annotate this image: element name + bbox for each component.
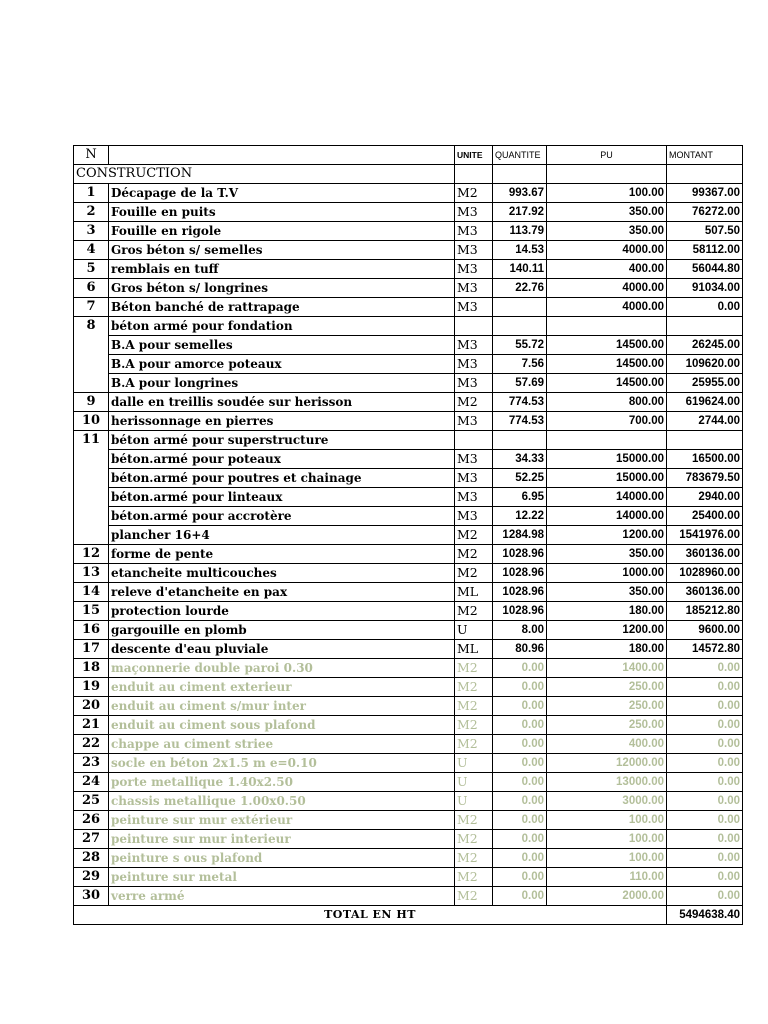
- item-number: 26: [74, 811, 109, 830]
- item-number: 4: [74, 241, 109, 260]
- item-number: 15: [74, 602, 109, 621]
- item-amount: 507.50: [667, 222, 743, 241]
- table-row: [74, 849, 743, 868]
- item-description: peinture sur mur interieur: [109, 830, 455, 849]
- item-description: B.A pour longrines: [109, 374, 455, 393]
- table-row: [74, 279, 743, 298]
- item-unit: ML: [455, 583, 493, 602]
- item-amount: 0.00: [667, 849, 743, 868]
- item-amount: 1541976.00: [667, 526, 743, 545]
- total-row: [74, 906, 743, 925]
- table-row: [74, 868, 743, 887]
- item-quantity: 0.00: [493, 887, 547, 906]
- item-unit: M2: [455, 602, 493, 621]
- table-row: [74, 241, 743, 260]
- item-description: enduit au ciment s/mur inter: [109, 697, 455, 716]
- item-amount: 58112.00: [667, 241, 743, 260]
- item-number: 20: [74, 697, 109, 716]
- table-row: [74, 526, 743, 545]
- table-row: [74, 678, 743, 697]
- item-unit: M3: [455, 298, 493, 317]
- item-description: forme de pente: [109, 545, 455, 564]
- table-row: [74, 621, 743, 640]
- item-number: 2: [74, 203, 109, 222]
- table-row: [74, 393, 743, 412]
- item-amount: 0.00: [667, 659, 743, 678]
- item-unit: M3: [455, 469, 493, 488]
- item-number: 17: [74, 640, 109, 659]
- table-row: [74, 507, 743, 526]
- item-unit: M3: [455, 203, 493, 222]
- item-number: [74, 374, 109, 393]
- item-description: chappe au ciment striee: [109, 735, 455, 754]
- item-description: B.A pour amorce poteaux: [109, 355, 455, 374]
- item-unit: M2: [455, 868, 493, 887]
- item-quantity: 0.00: [493, 659, 547, 678]
- item-number: 19: [74, 678, 109, 697]
- table-row: [74, 735, 743, 754]
- table-row: [74, 583, 743, 602]
- item-unit-price: 4000.00: [547, 298, 667, 317]
- item-amount: 360136.00: [667, 583, 743, 602]
- table-row: [74, 203, 743, 222]
- item-quantity: 1284.98: [493, 526, 547, 545]
- item-unit: M3: [455, 374, 493, 393]
- item-quantity: 7.56: [493, 355, 547, 374]
- table-row: [74, 640, 743, 659]
- item-amount: 0.00: [667, 754, 743, 773]
- item-quantity: 0.00: [493, 830, 547, 849]
- item-unit: M2: [455, 678, 493, 697]
- item-quantity: 6.95: [493, 488, 547, 507]
- item-unit-price: 1400.00: [547, 659, 667, 678]
- item-unit-price: 400.00: [547, 735, 667, 754]
- item-quantity: 0.00: [493, 868, 547, 887]
- table-row: [74, 811, 743, 830]
- item-description: Gros béton s/ longrines: [109, 279, 455, 298]
- item-quantity: 1028.96: [493, 564, 547, 583]
- item-unit-price: 1000.00: [547, 564, 667, 583]
- item-amount: 0.00: [667, 773, 743, 792]
- item-amount: 0.00: [667, 735, 743, 754]
- item-amount: 56044.80: [667, 260, 743, 279]
- item-number: 21: [74, 716, 109, 735]
- item-amount: 619624.00: [667, 393, 743, 412]
- item-unit: M2: [455, 526, 493, 545]
- item-quantity: 1028.96: [493, 583, 547, 602]
- item-amount: 0.00: [667, 792, 743, 811]
- item-unit-price: 12000.00: [547, 754, 667, 773]
- item-amount: 0.00: [667, 811, 743, 830]
- item-quantity: 0.00: [493, 773, 547, 792]
- item-unit: U: [455, 754, 493, 773]
- item-unit-price: 15000.00: [547, 469, 667, 488]
- table-row: [74, 412, 743, 431]
- item-description: Fouille en rigole: [109, 222, 455, 241]
- table-row: [74, 298, 743, 317]
- item-quantity: 0.00: [493, 811, 547, 830]
- item-amount: 26245.00: [667, 336, 743, 355]
- item-unit-price: 350.00: [547, 222, 667, 241]
- item-unit-price: 13000.00: [547, 773, 667, 792]
- item-description: Béton banché de rattrapage: [109, 298, 455, 317]
- item-quantity: 52.25: [493, 469, 547, 488]
- item-quantity: 217.92: [493, 203, 547, 222]
- item-unit-price: [547, 317, 667, 336]
- item-quantity: 140.11: [493, 260, 547, 279]
- item-unit: M2: [455, 564, 493, 583]
- item-quantity: 0.00: [493, 849, 547, 868]
- item-number: 12: [74, 545, 109, 564]
- item-unit: M3: [455, 355, 493, 374]
- item-number: 11: [74, 431, 109, 450]
- item-unit-price: 350.00: [547, 583, 667, 602]
- item-unit-price: 250.00: [547, 678, 667, 697]
- item-unit-price: 14000.00: [547, 507, 667, 526]
- item-description: Décapage de la T.V: [109, 184, 455, 203]
- item-quantity: 0.00: [493, 792, 547, 811]
- item-unit-price: 100.00: [547, 849, 667, 868]
- item-quantity: 0.00: [493, 678, 547, 697]
- item-number: 18: [74, 659, 109, 678]
- item-number: 3: [74, 222, 109, 241]
- item-unit-price: 4000.00: [547, 279, 667, 298]
- item-number: 13: [74, 564, 109, 583]
- item-quantity: 1028.96: [493, 602, 547, 621]
- item-number: [74, 336, 109, 355]
- item-quantity: 0.00: [493, 716, 547, 735]
- header-unit: UNITE: [455, 146, 493, 165]
- item-number: 25: [74, 792, 109, 811]
- item-unit: M2: [455, 830, 493, 849]
- item-number: 29: [74, 868, 109, 887]
- item-number: 22: [74, 735, 109, 754]
- item-number: 14: [74, 583, 109, 602]
- item-amount: 109620.00: [667, 355, 743, 374]
- item-unit-price: 15000.00: [547, 450, 667, 469]
- item-number: 30: [74, 887, 109, 906]
- item-quantity: [493, 317, 547, 336]
- item-description: Fouille en puits: [109, 203, 455, 222]
- item-number: 7: [74, 298, 109, 317]
- item-number: [74, 469, 109, 488]
- section-row: [74, 165, 743, 184]
- item-quantity: 0.00: [493, 754, 547, 773]
- item-number: 27: [74, 830, 109, 849]
- item-amount: 25955.00: [667, 374, 743, 393]
- item-quantity: 774.53: [493, 412, 547, 431]
- item-number: 10: [74, 412, 109, 431]
- item-description: peinture s ous plafond: [109, 849, 455, 868]
- section-title: CONSTRUCTION: [74, 165, 455, 184]
- item-number: 16: [74, 621, 109, 640]
- item-unit: M3: [455, 336, 493, 355]
- table-row: [74, 184, 743, 203]
- item-unit-price: 14500.00: [547, 336, 667, 355]
- item-unit-price: 2000.00: [547, 887, 667, 906]
- item-quantity: 14.53: [493, 241, 547, 260]
- item-unit-price: 100.00: [547, 811, 667, 830]
- item-description: protection lourde: [109, 602, 455, 621]
- item-unit-price: 1200.00: [547, 526, 667, 545]
- header-row: [74, 146, 743, 165]
- item-unit: U: [455, 773, 493, 792]
- item-description: verre armé: [109, 887, 455, 906]
- item-amount: 1028960.00: [667, 564, 743, 583]
- table-row: [74, 773, 743, 792]
- item-description: maçonnerie double paroi 0.30: [109, 659, 455, 678]
- item-unit-price: 180.00: [547, 602, 667, 621]
- item-unit-price: 700.00: [547, 412, 667, 431]
- item-description: releve d'etancheite en pax: [109, 583, 455, 602]
- item-quantity: 993.67: [493, 184, 547, 203]
- table-row: [74, 431, 743, 450]
- item-amount: 25400.00: [667, 507, 743, 526]
- item-description: béton.armé pour poteaux: [109, 450, 455, 469]
- item-unit: M3: [455, 260, 493, 279]
- item-unit: M2: [455, 735, 493, 754]
- item-unit-price: 400.00: [547, 260, 667, 279]
- item-unit: M2: [455, 887, 493, 906]
- total-label: TOTAL EN HT: [74, 906, 667, 925]
- item-unit: M3: [455, 450, 493, 469]
- item-description: remblais en tuff: [109, 260, 455, 279]
- item-description: peinture sur mur extérieur: [109, 811, 455, 830]
- header-n: N: [74, 146, 109, 165]
- table-row: [74, 260, 743, 279]
- item-description: porte metallique 1.40x2.50: [109, 773, 455, 792]
- item-description: béton.armé pour linteaux: [109, 488, 455, 507]
- item-unit-price: 100.00: [547, 184, 667, 203]
- item-number: 6: [74, 279, 109, 298]
- item-number: 28: [74, 849, 109, 868]
- item-quantity: 774.53: [493, 393, 547, 412]
- item-unit: M2: [455, 849, 493, 868]
- item-unit: U: [455, 792, 493, 811]
- item-unit-price: 180.00: [547, 640, 667, 659]
- item-quantity: 12.22: [493, 507, 547, 526]
- item-quantity: 8.00: [493, 621, 547, 640]
- item-unit: ML: [455, 640, 493, 659]
- item-unit: [455, 431, 493, 450]
- table-row: [74, 659, 743, 678]
- cost-estimate-table: [73, 145, 743, 925]
- item-unit-price: 350.00: [547, 545, 667, 564]
- item-unit: M2: [455, 393, 493, 412]
- header-amount: MONTANT: [667, 146, 743, 165]
- header-quantity: QUANTITE: [493, 146, 547, 165]
- item-description: B.A pour semelles: [109, 336, 455, 355]
- item-quantity: 0.00: [493, 697, 547, 716]
- item-unit-price: 14500.00: [547, 374, 667, 393]
- table-row: [74, 336, 743, 355]
- item-amount: 0.00: [667, 830, 743, 849]
- item-unit: M2: [455, 184, 493, 203]
- item-unit: U: [455, 621, 493, 640]
- header-description: [109, 146, 455, 165]
- item-number: [74, 507, 109, 526]
- table-row: [74, 355, 743, 374]
- item-unit-price: 250.00: [547, 716, 667, 735]
- item-unit: M2: [455, 716, 493, 735]
- table-row: [74, 222, 743, 241]
- item-unit-price: 250.00: [547, 697, 667, 716]
- item-number: 8: [74, 317, 109, 336]
- item-description: herissonnage en pierres: [109, 412, 455, 431]
- item-unit: M3: [455, 222, 493, 241]
- table-row: [74, 716, 743, 735]
- item-amount: 0.00: [667, 298, 743, 317]
- item-number: 23: [74, 754, 109, 773]
- item-unit-price: 800.00: [547, 393, 667, 412]
- item-unit: M2: [455, 659, 493, 678]
- table-row: [74, 545, 743, 564]
- item-unit-price: 4000.00: [547, 241, 667, 260]
- item-description: béton armé pour fondation: [109, 317, 455, 336]
- item-amount: 14572.80: [667, 640, 743, 659]
- item-number: 9: [74, 393, 109, 412]
- item-number: [74, 355, 109, 374]
- item-number: 1: [74, 184, 109, 203]
- item-amount: 2940.00: [667, 488, 743, 507]
- item-description: peinture sur metal: [109, 868, 455, 887]
- item-description: socle en béton 2x1.5 m e=0.10: [109, 754, 455, 773]
- item-amount: 0.00: [667, 887, 743, 906]
- item-unit: M3: [455, 241, 493, 260]
- item-description: enduit au ciment exterieur: [109, 678, 455, 697]
- item-unit-price: 3000.00: [547, 792, 667, 811]
- item-amount: 99367.00: [667, 184, 743, 203]
- item-unit-price: 350.00: [547, 203, 667, 222]
- item-quantity: 113.79: [493, 222, 547, 241]
- table-row: [74, 488, 743, 507]
- item-unit: M3: [455, 279, 493, 298]
- item-quantity: 80.96: [493, 640, 547, 659]
- table-row: [74, 469, 743, 488]
- item-unit-price: 14000.00: [547, 488, 667, 507]
- item-number: 5: [74, 260, 109, 279]
- table-row: [74, 317, 743, 336]
- item-description: dalle en treillis soudée sur herisson: [109, 393, 455, 412]
- item-amount: 185212.80: [667, 602, 743, 621]
- item-amount: 9600.00: [667, 621, 743, 640]
- table-row: [74, 374, 743, 393]
- item-unit-price: 1200.00: [547, 621, 667, 640]
- table-row: [74, 697, 743, 716]
- item-unit-price: 14500.00: [547, 355, 667, 374]
- table-row: [74, 792, 743, 811]
- item-quantity: 22.76: [493, 279, 547, 298]
- item-amount: 91034.00: [667, 279, 743, 298]
- item-unit: M3: [455, 507, 493, 526]
- item-amount: 360136.00: [667, 545, 743, 564]
- total-value: 5494638.40: [667, 906, 743, 925]
- item-amount: 16500.00: [667, 450, 743, 469]
- item-unit: M2: [455, 545, 493, 564]
- item-description: Gros béton s/ semelles: [109, 241, 455, 260]
- item-description: etancheite multicouches: [109, 564, 455, 583]
- table-row: [74, 754, 743, 773]
- item-number: [74, 450, 109, 469]
- item-quantity: 1028.96: [493, 545, 547, 564]
- item-unit-price: 100.00: [547, 830, 667, 849]
- item-quantity: 0.00: [493, 735, 547, 754]
- header-pu: PU: [547, 146, 667, 165]
- item-description: béton.armé pour poutres et chainage: [109, 469, 455, 488]
- item-amount: 0.00: [667, 697, 743, 716]
- item-amount: 783679.50: [667, 469, 743, 488]
- table-row: [74, 450, 743, 469]
- item-amount: 76272.00: [667, 203, 743, 222]
- item-quantity: 55.72: [493, 336, 547, 355]
- item-amount: 0.00: [667, 868, 743, 887]
- item-number: [74, 526, 109, 545]
- item-quantity: [493, 298, 547, 317]
- item-quantity: 34.33: [493, 450, 547, 469]
- item-description: gargouille en plomb: [109, 621, 455, 640]
- item-amount: 0.00: [667, 678, 743, 697]
- item-amount: 2744.00: [667, 412, 743, 431]
- item-number: [74, 488, 109, 507]
- item-amount: 0.00: [667, 716, 743, 735]
- item-number: 24: [74, 773, 109, 792]
- item-amount: [667, 317, 743, 336]
- item-unit: M2: [455, 811, 493, 830]
- table-row: [74, 830, 743, 849]
- item-amount: [667, 431, 743, 450]
- item-quantity: [493, 431, 547, 450]
- item-description: béton.armé pour accrotère: [109, 507, 455, 526]
- item-description: béton armé pour superstructure: [109, 431, 455, 450]
- item-unit: M2: [455, 697, 493, 716]
- item-unit: [455, 317, 493, 336]
- table-row: [74, 887, 743, 906]
- item-description: enduit au ciment sous plafond: [109, 716, 455, 735]
- item-quantity: 57.69: [493, 374, 547, 393]
- item-unit-price: 110.00: [547, 868, 667, 887]
- item-unit-price: [547, 431, 667, 450]
- table-row: [74, 602, 743, 621]
- item-unit: M3: [455, 412, 493, 431]
- table-row: [74, 564, 743, 583]
- item-description: plancher 16+4: [109, 526, 455, 545]
- item-description: chassis metallique 1.00x0.50: [109, 792, 455, 811]
- item-unit: M3: [455, 488, 493, 507]
- item-description: descente d'eau pluviale: [109, 640, 455, 659]
